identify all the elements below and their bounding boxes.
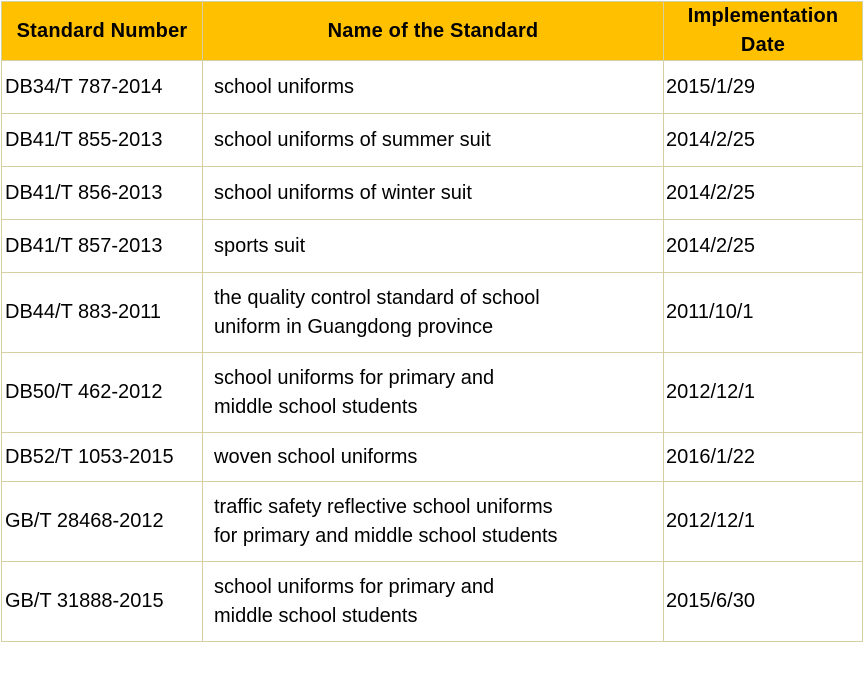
standards-table bbox=[1, 1, 863, 642]
table-row bbox=[2, 61, 863, 114]
table-row bbox=[2, 273, 863, 353]
table-header bbox=[2, 2, 863, 61]
implementation-date-cell: 2014/2/25 bbox=[664, 220, 863, 273]
standard-name-cell: school uniforms of winter suit bbox=[203, 167, 664, 220]
table-row bbox=[2, 353, 863, 433]
standard-name-cell: school uniforms bbox=[203, 61, 664, 114]
header-standard-name: Name of the Standard bbox=[203, 2, 664, 61]
standard-name-cell bbox=[203, 482, 664, 562]
implementation-date-cell: 2012/12/1 bbox=[664, 482, 863, 562]
implementation-date-cell: 2015/1/29 bbox=[664, 61, 863, 114]
standard-number-cell: DB50/T 462-2012 bbox=[2, 353, 203, 433]
implementation-date-cell: 2016/1/22 bbox=[664, 433, 863, 482]
standard-name-line1: school uniforms for primary and bbox=[214, 366, 495, 389]
table-row bbox=[2, 167, 863, 220]
standard-number-cell: GB/T 31888-2015 bbox=[2, 562, 203, 642]
standard-number-cell: DB34/T 787-2014 bbox=[2, 61, 203, 114]
implementation-date-cell: 2015/6/30 bbox=[664, 562, 863, 642]
standard-number-cell: DB52/T 1053-2015 bbox=[2, 433, 203, 482]
header-date-line1: Implementation bbox=[687, 5, 839, 27]
standard-name-line2: middle school students bbox=[214, 604, 418, 627]
table-body bbox=[2, 61, 863, 642]
standard-name-line1: traffic safety reflective school uniforms bbox=[214, 495, 553, 518]
header-standard-number: Standard Number bbox=[2, 2, 203, 61]
table-row bbox=[2, 220, 863, 273]
table-row bbox=[2, 114, 863, 167]
standard-number-cell: DB44/T 883-2011 bbox=[2, 273, 203, 353]
standard-number-cell: DB41/T 857-2013 bbox=[2, 220, 203, 273]
standard-name-cell: school uniforms of summer suit bbox=[203, 114, 664, 167]
table-row bbox=[2, 482, 863, 562]
implementation-date-cell: 2014/2/25 bbox=[664, 167, 863, 220]
standard-name-cell bbox=[203, 562, 664, 642]
standard-number-cell: GB/T 28468-2012 bbox=[2, 482, 203, 562]
table-row bbox=[2, 562, 863, 642]
standard-name-cell bbox=[203, 353, 664, 433]
implementation-date-cell: 2012/12/1 bbox=[664, 353, 863, 433]
header-row bbox=[2, 2, 863, 61]
standard-number-cell: DB41/T 855-2013 bbox=[2, 114, 203, 167]
standard-name-cell bbox=[203, 273, 664, 353]
standard-name-line1: the quality control standard of school bbox=[214, 286, 540, 309]
standard-name-line2: uniform in Guangdong province bbox=[214, 315, 494, 338]
implementation-date-cell: 2011/10/1 bbox=[664, 273, 863, 353]
standard-name-line2: for primary and middle school students bbox=[214, 524, 558, 547]
table-row bbox=[2, 433, 863, 482]
standard-number-cell: DB41/T 856-2013 bbox=[2, 167, 203, 220]
implementation-date-cell: 2014/2/25 bbox=[664, 114, 863, 167]
header-implementation-date bbox=[664, 2, 863, 61]
standard-name-line2: middle school students bbox=[214, 395, 418, 418]
standard-name-line1: school uniforms for primary and bbox=[214, 575, 495, 598]
header-date-line2: Date bbox=[740, 34, 786, 56]
standard-name-cell: woven school uniforms bbox=[203, 433, 664, 482]
standard-name-cell: sports suit bbox=[203, 220, 664, 273]
